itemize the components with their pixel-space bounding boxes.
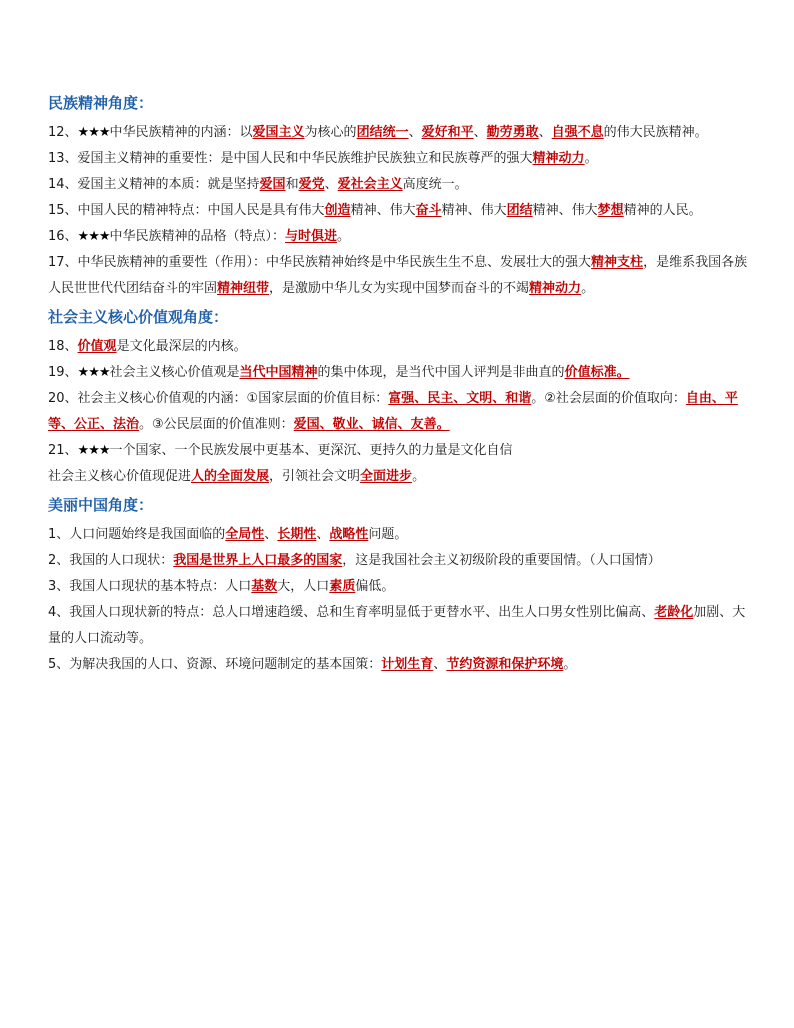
text-run: 、: [324, 177, 338, 192]
list-item: [48, 250, 748, 302]
list-item: [48, 224, 748, 250]
list-item: [48, 120, 748, 146]
keyword-highlight: 创造: [324, 203, 351, 218]
list-item: [48, 464, 748, 490]
text-run: 17、中华民族精神的重要性（作用）：中华民族精神始终是中华民族生生不息、发展壮大的强大: [48, 255, 592, 270]
keyword-highlight: 价值观: [77, 339, 117, 354]
list-item: [48, 386, 748, 438]
text-run: 精神、伟大: [441, 203, 507, 218]
list-item: [48, 360, 748, 386]
keyword-highlight: 精神支柱: [591, 255, 644, 270]
text-run: 、: [433, 657, 447, 672]
keyword-highlight: 爱国主义: [252, 125, 305, 140]
text-run: 21、: [48, 443, 78, 458]
keyword-highlight: 与时俱进: [285, 229, 338, 244]
importance-stars: ★★★: [77, 229, 110, 244]
text-run: 。: [412, 469, 426, 484]
importance-stars: ★★★: [77, 365, 110, 380]
text-run: 20、社会主义核心价值观的内涵：①国家层面的价值目标：: [48, 391, 389, 406]
text-run: 1、人口问题始终是我国面临的: [48, 527, 226, 542]
text-run: 。: [581, 281, 595, 296]
keyword-highlight: 价值标准。: [564, 365, 630, 380]
text-run: 中华民族精神的品格（特点）：: [109, 229, 286, 244]
keyword-highlight: 团结: [506, 203, 533, 218]
text-run: 为核心的: [304, 125, 357, 140]
keyword-highlight: 长期性: [277, 527, 317, 542]
text-run: 的集中体现，是当代中国人评判是非曲直的: [317, 365, 565, 380]
text-run: 。: [584, 151, 598, 166]
keyword-highlight: 精神纽带: [217, 281, 270, 296]
keyword-highlight: 计划生育: [381, 657, 434, 672]
keyword-highlight: 爱社会主义: [337, 177, 403, 192]
text-run: ，引领社会文明: [269, 469, 361, 484]
text-run: 一个国家、一个民族发展中更基本、更深沉、更持久的力量是文化自信: [109, 443, 513, 458]
text-run: 14、爱国主义精神的本质：就是坚持: [48, 177, 260, 192]
text-run: 社会主义核心价值观是: [109, 365, 240, 380]
list-item: [48, 172, 748, 198]
text-run: 精神、伟大: [532, 203, 598, 218]
text-run: 高度统一。: [402, 177, 468, 192]
keyword-highlight: 梦想: [597, 203, 624, 218]
keyword-highlight: 爱国、敬业、诚信、友善。: [293, 417, 450, 432]
text-run: 、: [316, 527, 330, 542]
list-item: [48, 522, 748, 548]
keyword-highlight: 节约资源和保护环境: [446, 657, 564, 672]
text-run: ，这是我国社会主义初级阶段的重要国情。（人口国情）: [342, 553, 661, 568]
list-item: [48, 574, 748, 600]
keyword-highlight: 老龄化: [654, 605, 694, 620]
text-run: 精神、伟大: [350, 203, 416, 218]
text-run: 15、中国人民的精神特点：中国人民是具有伟大: [48, 203, 325, 218]
section-heading: 美丽中国角度：: [48, 496, 154, 514]
text-run: 12、: [48, 125, 78, 140]
text-run: 偏低。: [355, 579, 395, 594]
keyword-highlight: 当代中国精神: [239, 365, 318, 380]
list-item: [48, 652, 748, 678]
text-run: 、: [408, 125, 422, 140]
document-body: [48, 92, 748, 678]
text-run: 16、: [48, 229, 78, 244]
text-run: 4、我国人口现状新的特点：总人口增速趋缓、总和生育率明显低于更替水平、出生人口男女性别比偏高、: [48, 605, 655, 620]
keyword-highlight: 人的全面发展: [191, 469, 270, 484]
section-heading: 社会主义核心价值观角度：: [48, 308, 229, 326]
text-run: 的伟大民族精神。: [603, 125, 708, 140]
keyword-highlight: 勤劳勇敢: [486, 125, 539, 140]
text-run: ，是激励中华儿女为实现中国梦而奋斗的不竭: [269, 281, 530, 296]
list-item: [48, 334, 748, 360]
text-run: 是文化最深层的内核。: [116, 339, 247, 354]
text-run: 社会主义核心价值现促进: [48, 469, 192, 484]
keyword-highlight: 爱党: [298, 177, 325, 192]
keyword-highlight: 精神动力: [529, 281, 582, 296]
text-run: 5、为解决我国的人口、资源、环境问题制定的基本国策：: [48, 657, 382, 672]
keyword-highlight: 基数: [251, 579, 278, 594]
text-run: 、: [264, 527, 278, 542]
text-run: 。: [337, 229, 351, 244]
keyword-highlight: 富强、民主、文明、和谐: [388, 391, 532, 406]
list-item: [48, 548, 748, 574]
text-run: 中华民族精神的内涵：以: [109, 125, 253, 140]
keyword-highlight: 爱好和平: [421, 125, 474, 140]
keyword-highlight: 素质: [329, 579, 356, 594]
text-run: 13、爱国主义精神的重要性：是中国人民和中华民族维护民族独立和民族尊严的强大: [48, 151, 533, 166]
keyword-highlight: 全局性: [225, 527, 265, 542]
text-run: 问题。: [368, 527, 408, 542]
text-run: 大，人口: [277, 579, 330, 594]
keyword-highlight: 全面进步: [360, 469, 413, 484]
text-run: 加剧、大量的人口流动等。: [48, 605, 746, 646]
text-run: 。: [563, 657, 577, 672]
list-item: [48, 198, 748, 224]
section-heading: 民族精神角度：: [48, 94, 154, 112]
list-item: [48, 600, 748, 652]
keyword-highlight: 团结统一: [356, 125, 409, 140]
keyword-highlight: 战略性: [329, 527, 369, 542]
text-run: 、: [473, 125, 487, 140]
text-run: 18、: [48, 339, 78, 354]
text-run: 。②社会层面的价值取向：: [531, 391, 686, 406]
text-run: 和: [285, 177, 299, 192]
text-run: 。③公民层面的价值准则：: [139, 417, 294, 432]
list-item: [48, 438, 748, 464]
text-run: 19、: [48, 365, 78, 380]
keyword-highlight: 自强不息: [551, 125, 604, 140]
text-run: 3、我国人口现状的基本特点：人口: [48, 579, 252, 594]
keyword-highlight: 精神动力: [532, 151, 585, 166]
keyword-highlight: 爱国: [259, 177, 286, 192]
text-run: 2、我国的人口现状：: [48, 553, 174, 568]
keyword-highlight: 自由、平等、公正、法治: [48, 391, 738, 432]
text-run: 、: [538, 125, 552, 140]
list-item: [48, 146, 748, 172]
importance-stars: ★★★: [77, 443, 110, 458]
keyword-highlight: 我国是世界上人口最多的国家: [173, 553, 343, 568]
text-run: ，是维系我国各族人民世世代代团结奋斗的牢固: [48, 255, 748, 296]
keyword-highlight: 奋斗: [415, 203, 442, 218]
importance-stars: ★★★: [77, 125, 110, 140]
text-run: 精神的人民。: [623, 203, 702, 218]
